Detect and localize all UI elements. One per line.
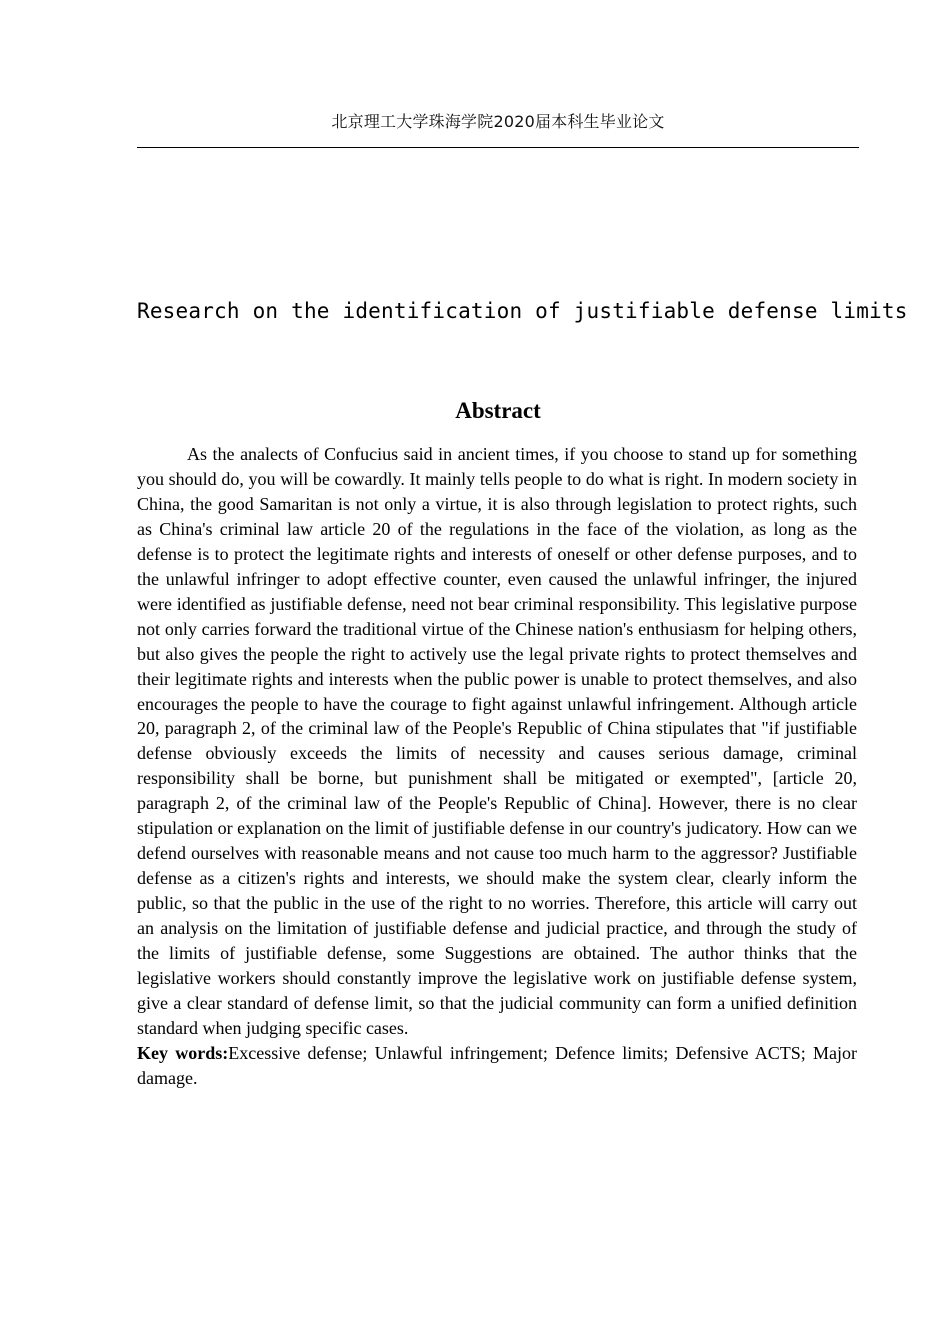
abstract-section [137, 442, 857, 1091]
keywords-line [137, 1041, 857, 1091]
running-header: 北京理工大学珠海学院2020届本科生毕业论文 [331, 112, 665, 131]
header-rule [137, 147, 859, 148]
abstract-paragraph: As the analects of Confucius said in ancient times, if you choose to stand up for something you should do, you will be cowardly. It mainly tells people to do what is right. In modern society in China, the good Samaritan is not only a virtue, it is also through legislation to protect rights, such as China's criminal law article 20 of the regulations in the face of the violation, as long as the defense is to protect the legitimate rights and interests of oneself or other defense purposes, and to the unlawful infringer to adopt effective counter, even caused the unlawful infringer, the injured were identified as justifiable defense, need not bear criminal responsibility. This legislative purpose not only carries forward the traditional virtue of the Chinese nation's enthusiasm for helping others, but also gives the people the right to actively use the legal private rights to protect themselves and their legitimate rights and interests when the public power is unable to protect themselves, and also encourages the people to have the courage to fight against unlawful infringement. Although article 20, paragraph 2, of the criminal law of the People's Republic of China stipulates that "if justifiable defense obviously exceeds the limits of necessity and causes serious damage, criminal responsibility shall be borne, but punishment shall be mitigated or exempted", [article 20, paragraph 2, of the criminal law of the People's Republic of China]. However, there is no clear stipulation or explanation on the limit of justifiable defense in our country's judicatory. How can we defend ourselves with reasonable means and not cause too much harm to the aggressor? Justifiable defense as a citizen's rights and interests, we should make the system clear, clearly inform the public, so that the public in the use of the right to no worries. Therefore, this article will carry out an analysis on the limitation of justifiable defense and judicial practice, and through the study of the limits of justifiable defense, some Suggestions are obtained. The author thinks that the legislative workers should constantly improve the legislative work on justifiable defense system, give a clear standard of defense limit, so that the judicial community can form a unified definition standard when judging specific cases. [137, 444, 857, 1038]
paper-title: Research on the identification of justifiable defense limits [137, 299, 908, 323]
abstract-heading: Abstract [455, 398, 541, 423]
keywords-list: Excessive defense; Unlawful infringement; Defence limits; Defensive ACTS; Major damage. [137, 1042, 857, 1088]
keywords-label: Key words: [137, 1042, 229, 1063]
